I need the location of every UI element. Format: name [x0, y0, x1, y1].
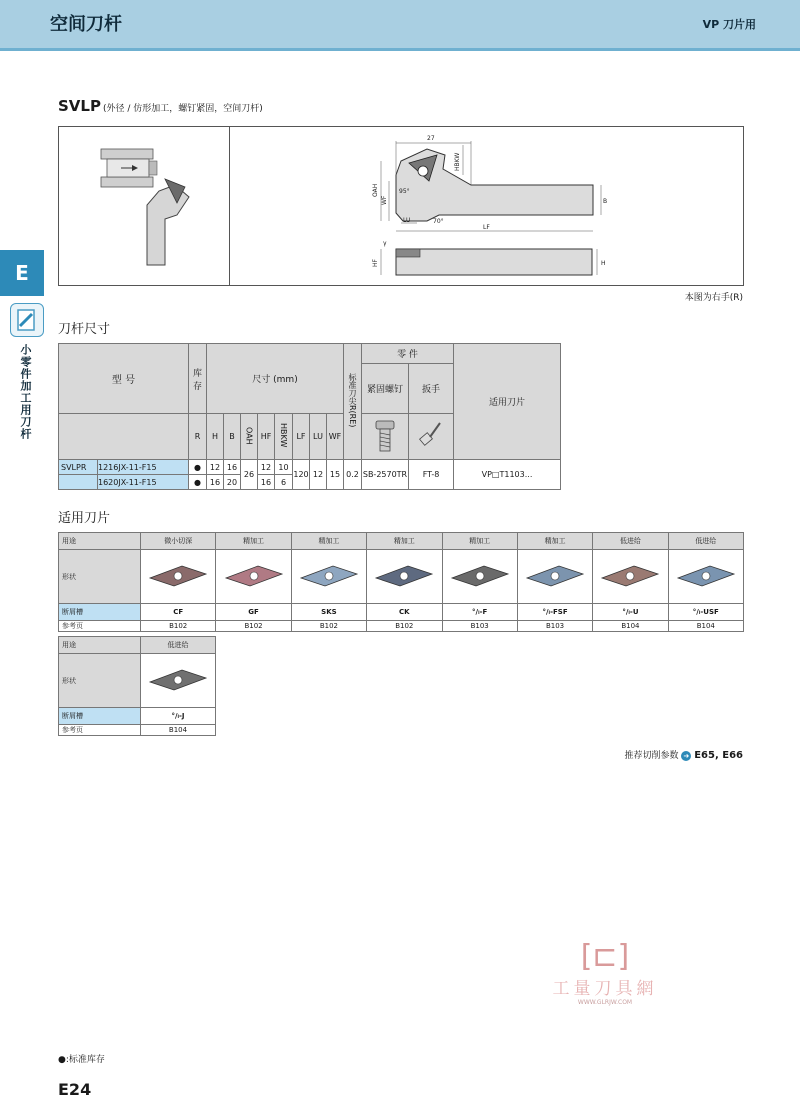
- col-insert: 适用刀片: [454, 344, 561, 460]
- label-page: 参考页: [59, 621, 141, 632]
- wf-value: 15: [327, 460, 344, 490]
- label-breaker: 断屑槽: [59, 604, 141, 621]
- insert-shape-6[interactable]: [593, 550, 668, 604]
- label-use: 用途: [59, 533, 141, 550]
- col-wrench: 扳手: [409, 364, 454, 414]
- col-oah: OAH: [241, 414, 258, 460]
- col-dimensions: 尺寸 (mm): [207, 344, 344, 414]
- page-title: 空间刀杆: [50, 14, 122, 35]
- label-shape: 形状: [59, 550, 141, 604]
- dim-lu: LU: [403, 217, 411, 224]
- insert-use-3: 精加工: [367, 533, 442, 550]
- extra-page[interactable]: B104: [141, 725, 216, 736]
- insert-table: [58, 532, 744, 632]
- dim-lf: LF: [483, 224, 490, 231]
- insert-page-2[interactable]: B102: [291, 621, 366, 632]
- insert-shape-3[interactable]: [367, 550, 442, 604]
- dim-wf: WF: [381, 195, 388, 205]
- insert-shape-4[interactable]: [442, 550, 517, 604]
- label-breaker-2: 断屑槽: [59, 708, 141, 725]
- dim-hbkw: HBKW: [454, 152, 461, 171]
- dim-h: H: [601, 260, 606, 267]
- re-value: 0.2: [344, 460, 362, 490]
- insert-table-title: 适用刀片: [58, 511, 111, 526]
- col-lu: LU: [310, 414, 327, 460]
- cutting-params-pages[interactable]: E65, E66: [694, 750, 743, 761]
- row2-code[interactable]: 1620JX-11-F15: [98, 475, 189, 490]
- cutting-params-label: 推荐切削参数: [624, 751, 679, 761]
- col-hf: HF: [258, 414, 275, 460]
- col-hbkw: HBKW: [275, 414, 293, 460]
- wrench-value: FT-8: [409, 460, 454, 490]
- insert-breaker-7[interactable]: °/ₗ-USF: [668, 604, 743, 621]
- insert-page-3[interactable]: B102: [367, 621, 442, 632]
- insert-breaker-5[interactable]: °/ₗ-FSF: [517, 604, 592, 621]
- product-heading: [58, 97, 263, 115]
- application-sketch: [59, 127, 229, 285]
- small-part-icon: [10, 303, 44, 337]
- insert-use-0: 微小切深: [141, 533, 216, 550]
- insert-shape-1[interactable]: [216, 550, 291, 604]
- wrench-icon: [409, 414, 454, 460]
- insert-breaker-2[interactable]: SKS: [291, 604, 366, 621]
- insert-shape-0[interactable]: [141, 550, 216, 604]
- insert-breaker-1[interactable]: GF: [216, 604, 291, 621]
- drawing-note: 本图为右手(R): [684, 293, 743, 303]
- insert-page-0[interactable]: B102: [141, 621, 216, 632]
- col-h: H: [207, 414, 224, 460]
- insert-table-extra: [58, 636, 216, 736]
- insert-use-1: 精加工: [216, 533, 291, 550]
- insert-value: VP□T1103...: [454, 460, 561, 490]
- dim-27: 27: [427, 135, 435, 142]
- watermark-text: 工量刀具網: [552, 979, 658, 999]
- insert-page-1[interactable]: B102: [216, 621, 291, 632]
- row2-series: [59, 475, 98, 490]
- row1-stock: ●: [189, 460, 207, 475]
- watermark-logo-icon: [⊏]: [580, 939, 630, 974]
- insert-page-6[interactable]: B104: [593, 621, 668, 632]
- extra-insert-shape[interactable]: [141, 654, 216, 708]
- lu-value: 12: [310, 460, 327, 490]
- col-wf: WF: [327, 414, 344, 460]
- insert-shape-2[interactable]: [291, 550, 366, 604]
- holder-dimension-drawing: [231, 127, 743, 285]
- lf-value: 120: [293, 460, 310, 490]
- col-r: R: [189, 414, 207, 460]
- insert-shape-7[interactable]: [668, 550, 743, 604]
- watermark-url: WWW.GLRJW.COM: [577, 999, 633, 1006]
- insert-page-7[interactable]: B104: [668, 621, 743, 632]
- product-description: (外径 / 仿形加工，螺钉紧固，空间刀杆): [102, 104, 263, 114]
- col-parts: 零 件: [362, 344, 454, 364]
- extra-breaker[interactable]: °/ₗ-J: [141, 708, 216, 725]
- insert-breaker-0[interactable]: CF: [141, 604, 216, 621]
- insert-use-7: 低进给: [668, 533, 743, 550]
- col-corner-radius: 标准刀尖R(RE): [344, 344, 362, 460]
- row2-stock: ●: [189, 475, 207, 490]
- row1-h: 12: [207, 460, 224, 475]
- category-label: VP 刀片用: [702, 18, 756, 31]
- row1-hf: 12: [258, 460, 275, 475]
- col-lf: LF: [293, 414, 310, 460]
- dim-b: B: [603, 198, 608, 205]
- insert-use-5: 精加工: [517, 533, 592, 550]
- row2-b: 20: [224, 475, 241, 490]
- col-stock: 库存: [189, 344, 207, 414]
- row2-hf: 16: [258, 475, 275, 490]
- watermark: [540, 940, 670, 1006]
- product-code: SVLP: [58, 97, 101, 115]
- col-model: 型 号: [59, 344, 189, 414]
- dim-angle-70: 70°: [433, 218, 444, 225]
- page-number: E24: [58, 1080, 92, 1099]
- insert-shape-5[interactable]: [517, 550, 592, 604]
- label-shape-2: 形状: [59, 654, 141, 708]
- insert-use-4: 精加工: [442, 533, 517, 550]
- row1-series: SVLPR: [59, 460, 98, 475]
- insert-use-6: 低进给: [593, 533, 668, 550]
- insert-breaker-6[interactable]: °/ₗ-U: [593, 604, 668, 621]
- dim-angle-95: 95°: [399, 188, 410, 195]
- section-tab-e[interactable]: E: [0, 250, 44, 296]
- insert-breaker-4[interactable]: °/ₗ-F: [442, 604, 517, 621]
- insert-page-5[interactable]: B103: [517, 621, 592, 632]
- label-use-2: 用途: [59, 637, 141, 654]
- row1-hbkw: 10: [275, 460, 293, 475]
- holder-table-title: 刀杆尺寸: [58, 322, 111, 337]
- screw-value: SB-2570TR: [362, 460, 409, 490]
- arrow-right-icon: ➜: [681, 751, 691, 761]
- row1-code[interactable]: 1216JX-11-F15: [98, 460, 189, 475]
- drawing-divider: [229, 126, 230, 286]
- dim-gamma: γ: [383, 240, 387, 247]
- insert-page-4[interactable]: B103: [442, 621, 517, 632]
- col-b: B: [224, 414, 241, 460]
- dim-oah: OAH: [372, 183, 379, 197]
- screw-icon: [362, 414, 409, 460]
- oah-value: 26: [241, 460, 258, 490]
- cutting-params-ref[interactable]: [624, 748, 743, 761]
- col-screw: 紧固螺钉: [362, 364, 409, 414]
- holder-dimension-table: [58, 343, 561, 490]
- label-page-2: 参考页: [59, 725, 141, 736]
- dim-hf: HF: [372, 259, 379, 267]
- row2-h: 16: [207, 475, 224, 490]
- insert-breaker-3[interactable]: CK: [367, 604, 442, 621]
- row1-b: 16: [224, 460, 241, 475]
- insert-use-2: 精加工: [291, 533, 366, 550]
- stock-legend: ●:标准库存: [58, 1055, 105, 1065]
- extra-use: 低进给: [141, 637, 216, 654]
- sidebar-vertical-label: 小零件加工用刀杆: [19, 344, 32, 440]
- row2-hbkw: 6: [275, 475, 293, 490]
- header-underline: [0, 48, 800, 51]
